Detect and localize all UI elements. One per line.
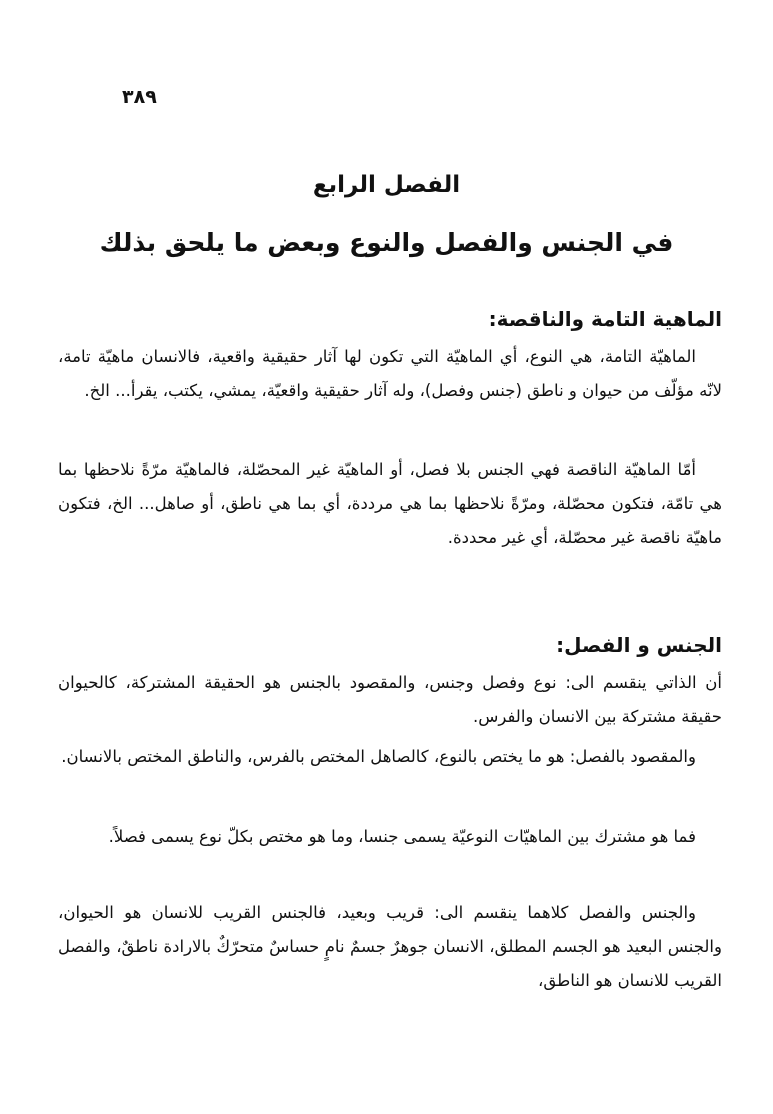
paragraph: والجنس والفصل كلاهما ينقسم الى: قريب وبعيد، فالجنس القريب للانسان هو الحيوان، والجنس البعيد هو الجسم المطلق، الانسان جوهرٌ جسمٌ نامٍ حساسٌ متحرّكٌ بالارادة ناطقٌ، والفصل القريب للانسان هو الناطق، bbox=[58, 903, 722, 990]
paragraph: أمّا الماهيّة الناقصة فهي الجنس بلا فصل، أو الماهيّة غير المحصّلة، فالماهيّة مرّةً نلاحظها بما هي تامّة، فتكون محصّلة، ومرّةً نلاحظها بما هي مرددة، أي بما هي ناطق، أو صاهل... الخ، فتكون ماهيّة ناقصة غير محصّلة، أي غير محددة. bbox=[58, 460, 722, 547]
page-number: ٣٨٩ bbox=[122, 86, 157, 108]
paragraph: والمقصود بالفصل: هو ما يختص بالنوع، كالصاهل المختص بالفرس، والناطق المختص بالانسان. bbox=[61, 747, 696, 766]
paragraph: أن الذاتي ينقسم الى: نوع وفصل وجنس، والمقصود بالجنس هو الحقيقة المشتركة، كالحيوان حقيقة مشتركة بين الانسان والفرس. bbox=[58, 673, 722, 726]
chapter-title: الفصل الرابع bbox=[312, 172, 461, 198]
section-heading-genus-differentia: الجنس و الفصل: bbox=[556, 633, 722, 657]
paragraph: فما هو مشترك بين الماهيّات النوعيّة يسمى جنسا، وما هو مختص بكلّ نوع يسمى فصلاً. bbox=[108, 827, 696, 846]
paragraph: الماهيّة التامة، هي النوع، أي الماهيّة التي تكون لها آثار حقيقية واقعية، فالانسان ماهيّة تامة، لانّه مؤلّف من حيوان و ناطق (جنس وفصل)، وله آثار حقيقية واقعيّة، يمشي، يكتب، يقرأ... الخ. bbox=[58, 347, 722, 400]
section-heading-quiddity: الماهية التامة والناقصة: bbox=[488, 307, 722, 331]
chapter-subtitle: في الجنس والفصل والنوع وبعض ما يلحق بذلك bbox=[99, 228, 674, 257]
